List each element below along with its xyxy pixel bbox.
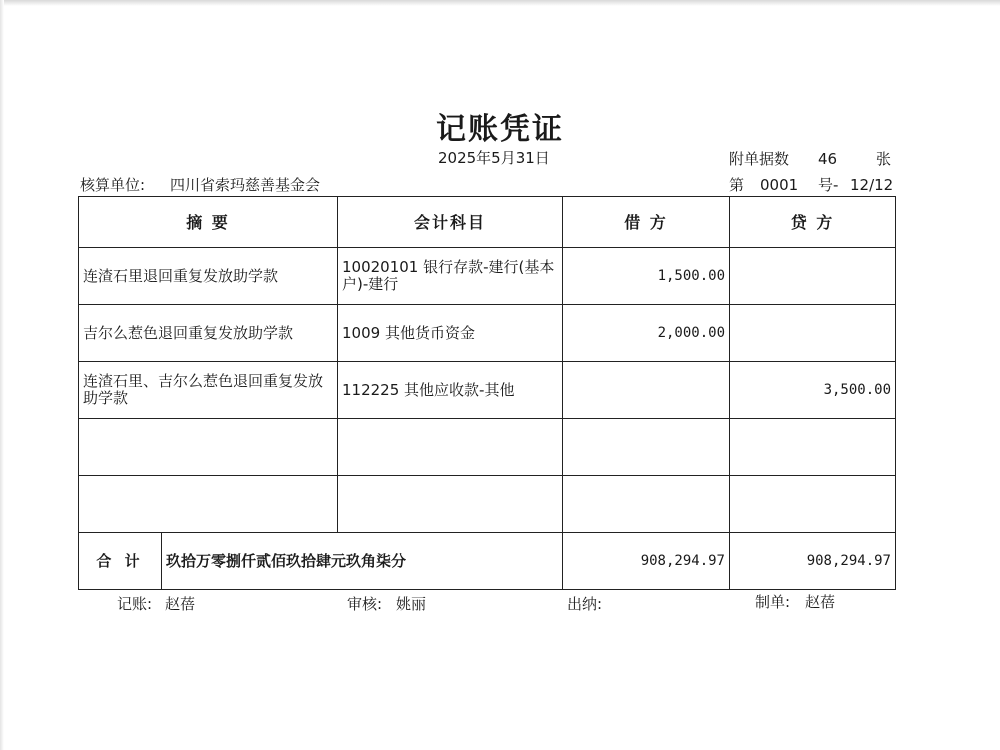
total-amount-words: 玖拾万零捌仟贰佰玖拾肆元玖角柒分 [166, 551, 407, 570]
summary-cell [79, 476, 338, 533]
bookkeeper-label: 记账: [117, 595, 153, 613]
reviewer-label: 审核: [347, 595, 383, 613]
unit-label: 核算单位: [80, 176, 146, 194]
account-cell [338, 476, 563, 533]
credit-cell: 3,500.00 [730, 362, 896, 419]
total-credit: 908,294.97 [730, 533, 896, 590]
summary-cell: 吉尔么惹色退回重复发放助学款 [79, 305, 338, 362]
bookkeeper-name: 赵蓓 [165, 595, 196, 613]
summary-cell: 连渣石里、吉尔么惹色退回重复发放助学款 [79, 362, 338, 419]
header-debit: 借 方 [563, 197, 730, 248]
voucher-number-suffix: 号- [818, 176, 839, 194]
page-edge [0, 0, 1000, 6]
table-row [79, 248, 896, 305]
voucher-date: 2025年5月31日 [438, 149, 550, 167]
credit-cell [730, 476, 896, 533]
account-cell: 112225 其他应收款-其他 [338, 362, 563, 419]
unit-name: 四川省索玛慈善基金会 [170, 176, 321, 194]
summary-cell: 连渣石里退回重复发放助学款 [79, 248, 338, 305]
table-row [79, 305, 896, 362]
credit-cell [730, 419, 896, 476]
header-row [79, 197, 896, 248]
total-debit: 908,294.97 [563, 533, 730, 590]
debit-cell [563, 476, 730, 533]
header-credit: 贷 方 [730, 197, 896, 248]
credit-cell [730, 305, 896, 362]
attachments-label: 附单据数 [729, 150, 790, 168]
header-summary: 摘 要 [79, 197, 338, 248]
table-row [79, 419, 896, 476]
account-cell [338, 419, 563, 476]
voucher-title: 记账凭证 [436, 112, 564, 147]
header-account: 会计科目 [338, 197, 563, 248]
voucher-number: 0001 [760, 176, 799, 194]
total-label-cell [79, 533, 563, 590]
table-row [79, 476, 896, 533]
attachments-count: 46 [818, 150, 838, 168]
debit-cell [563, 362, 730, 419]
preparer-name: 赵蓓 [805, 593, 836, 611]
voucher-page: 12/12 [850, 176, 894, 194]
voucher-table [78, 196, 896, 590]
debit-cell: 1,500.00 [563, 248, 730, 305]
table-row [79, 362, 896, 419]
credit-cell [730, 248, 896, 305]
voucher-number-prefix: 第 [729, 176, 745, 194]
reviewer-name: 姚丽 [396, 595, 427, 613]
account-cell: 10020101 银行存款-建行(基本户)-建行 [338, 248, 563, 305]
cashier-label: 出纳: [567, 595, 603, 613]
debit-cell: 2,000.00 [563, 305, 730, 362]
total-row [79, 533, 896, 590]
preparer-label: 制单: [755, 593, 791, 611]
debit-cell [563, 419, 730, 476]
account-cell: 1009 其他货币资金 [338, 305, 563, 362]
summary-cell [79, 419, 338, 476]
total-label: 合 计 [79, 533, 162, 589]
attachments-unit: 张 [876, 150, 892, 168]
